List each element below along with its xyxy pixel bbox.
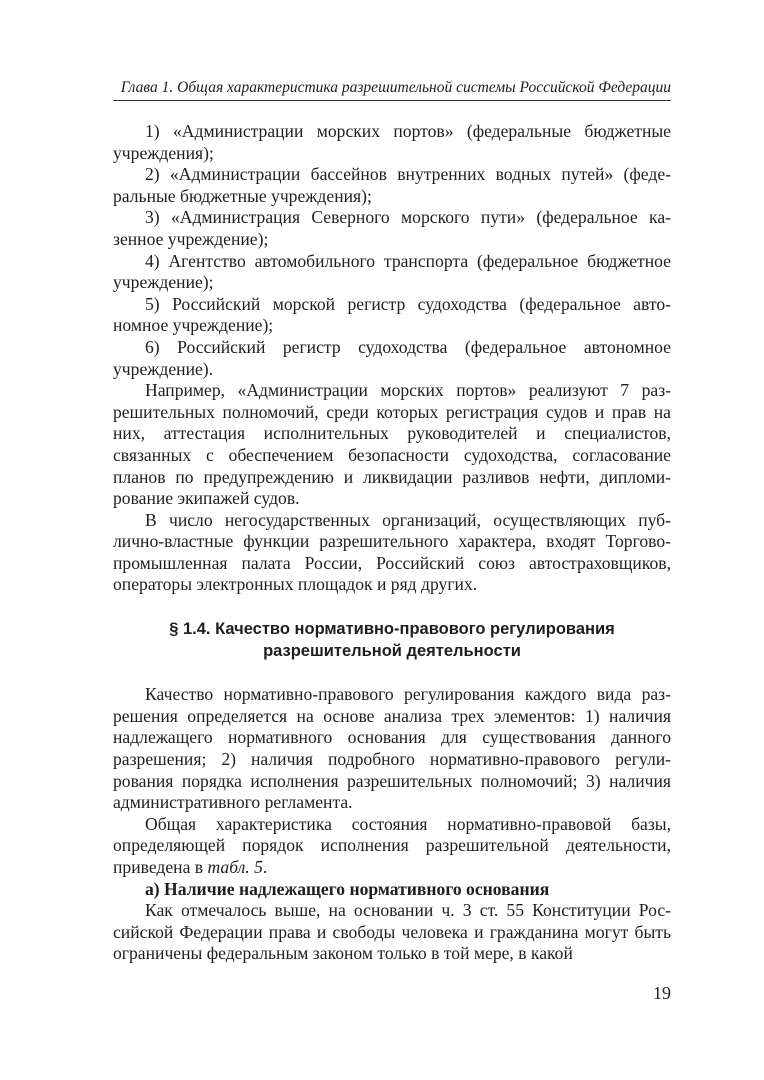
- list-item: 1) «Администрации морских портов» (федеральные бюджетные учреждения);: [113, 121, 671, 163]
- section-heading-line: § 1.4. Качество нормативно-правового регулирования: [169, 620, 615, 639]
- list-item: 2) «Администрации бассейнов внутренних водных путей» (федеральные бюджетные учреждения);: [113, 164, 671, 206]
- page-body: [113, 121, 671, 965]
- paragraph-nongovernmental: В число негосударственных организаций, осуществляющих публично-властные функции разрешительного характера, входят Торгово-промышленная палата России, Российский союз автостраховщиков, операторы электронных площадок и ряд других.: [113, 509, 671, 595]
- table-reference: табл. 5: [207, 857, 263, 877]
- paragraph-example: Например, «Администрации морских портов» реализуют 7 разрешительных полномочий, среди которых регистрация судов и прав на них, аттестация исполнительных руководителей и специалистов, связанных с обеспечением безопасности судоходства, согласование планов по предупреждению и ликвидации разливов нефти, дипломирование экипажей судов.: [113, 380, 671, 509]
- running-head: Глава 1. Общая характеристика разрешительной системы Российской Федерации: [120, 79, 671, 96]
- list-item: 4) Агентство автомобильного транспорта (федеральное бюджетное учреждение);: [113, 250, 671, 293]
- section-heading-line: разрешительной деятельности: [263, 641, 521, 660]
- paragraph-overview: [113, 814, 671, 879]
- paragraph-constitution: Как отмечалось выше, на основании ч. 3 ст. 55 Конституции Российской Федерации права и свободы человека и гражданина могут быть ограничены федеральным законом только в той мере, в какой: [113, 900, 671, 964]
- header-rule: [113, 100, 671, 101]
- list-item: 5) Российский морской регистр судоходства (федеральное автономное учреждение);: [113, 293, 671, 336]
- section-heading: [113, 619, 671, 662]
- subheading-a: а) Наличие надлежащего нормативного основания: [145, 878, 550, 899]
- list-item: 6) Российский регистр судоходства (федеральное автономное учреждение).: [113, 336, 671, 379]
- list-item: 3) «Администрация Северного морского пути» (федеральное казенное учреждение);: [113, 207, 671, 249]
- paragraph-overview-end: .: [262, 857, 268, 877]
- page-number: 19: [653, 983, 671, 1003]
- paragraph-overview-text: Общая характеристика состояния нормативно-правовой базы, определяющей порядок исполнения разрешительной деятельности, приведена в: [113, 813, 671, 877]
- paragraph-quality: Качество нормативно-правового регулирования каждого вида разрешения определяется на основе анализа трех элементов: 1) наличия надлежащего нормативного основания для существования данного разрешения; 2) наличия подробного нормативно-правового регулирования порядка исполнения разрешительных полномочий; 3) наличия административного регламента.: [113, 684, 671, 813]
